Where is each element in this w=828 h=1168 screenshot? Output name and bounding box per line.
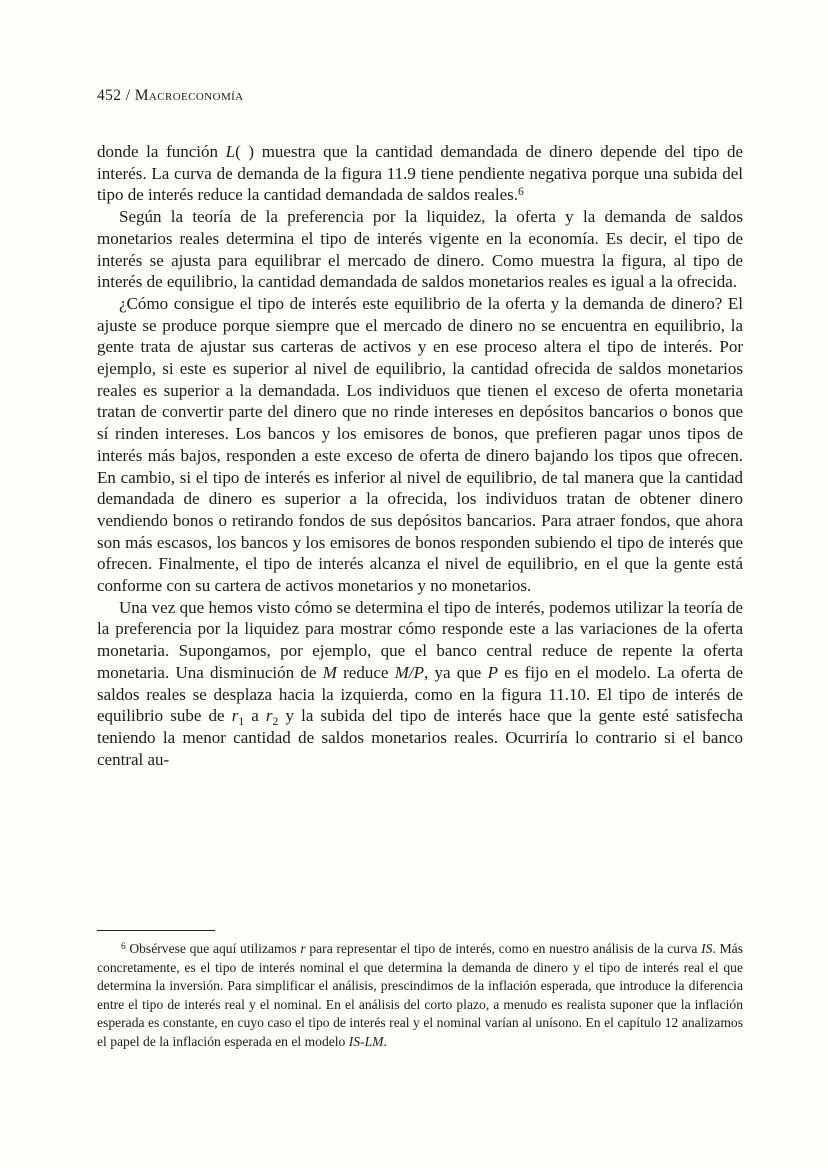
page-header: 452 / Macroeconomía (97, 87, 244, 104)
footnote-separator-rule (97, 930, 215, 931)
footnote-block (97, 930, 743, 1052)
body-paragraph-1: donde la función L( ) muestra que la cantidad demandada de dinero depende del tipo de interés. La curva de demanda de la figura 11.9 tiene pendiente negativa porque una subida del tipo de interés reduce la cantidad demandada de saldos reales.$^6$ (97, 142, 743, 205)
body-paragraph-4: Una vez que hemos visto cómo se determina el tipo de interés, podemos utilizar la teoría de la preferencia por la liquidez para mostrar cómo responde este a las variaciones de la oferta monetaria. Supongamos, por ejemplo, que el banco central reduce de repente la oferta monetaria. Una disminución de M reduce M/P, ya que P es fijo en el modelo. La oferta de saldos reales se desplaza hacia la izquierda, como en la figura 11.10. El tipo de interés de equilibrio sube de $r_1$ a $r_2$ y la subida del tipo de interés hace que la gente esté satisfecha teniendo la menor cantidad de saldos monetarios reales. Ocurriría lo contrario si el banco central au- (97, 597, 744, 769)
footnote-text: $^6$ Obsérvese que aquí utilizamos r para representar el tipo de interés, como en nuestro análisis de la curva IS. Más concretamente, es el tipo de interés nominal el que determina la demanda de dinero y el tipo de interés real el que determina la inversión. Para simplificar el análisis, prescindimos de la inflación esperada, que introduce la diferencia entre el tipo de interés real y el nominal. En el análisis del corto plazo, a menudo es realista suponer que la inflación esperada es constante, en cuyo caso el tipo de interés real y el nominal varían al unísono. En el capítulo 12 analizamos el papel de la inflación esperada en el modelo IS-LM. (97, 940, 743, 1049)
body-paragraph-3: ¿Cómo consigue el tipo de interés este equilibrio de la oferta y la demanda de dinero? El ajuste se produce porque siempre que el mercado de dinero no se encuentra en equilibrio, la gente trata de ajustar sus carteras de activos y en ese proceso altera el tipo de interés. Por ejemplo, si este es superior al nivel de equilibrio, la cantidad ofrecida de saldos monetarios reales es superior a la demandada. Los individuos que tienen el exceso de oferta monetaria tratan de convertir parte del dinero que no rinde intereses en depósitos bancarios o bonos que sí rinden intereses. Los bancos y los emisores de bonos, que prefieren pagar unos tipos de interés más bajos, responden a este exceso de oferta de dinero bajando los tipos que ofrecen. En cambio, si el tipo de interés es inferior al nivel de equilibrio, de tal manera que la cantidad demandada de dinero es superior a la ofrecida, los individuos tratan de obtener dinero vendiendo bonos o retirando fondos de sus depósitos bancarios. Para atraer fondos, que ahora son más escasos, los bancos y los emisores de bonos responden subiendo el tipo de interés que ofrecen. Finalmente, el tipo de interés alcanza el nivel de equilibrio, en el que la gente está conforme con su cartera de activos monetarios y no monetarios. (97, 293, 743, 596)
body-paragraph-2: Según la teoría de la preferencia por la liquidez, la oferta y la demanda de saldos monetarios reales determina el tipo de interés vigente en la economía. Es decir, el tipo de interés se ajusta para equilibrar el mercado de dinero. Como muestra la figura, al tipo de interés de equilibrio, la cantidad demandada de saldos monetarios reales es igual a la ofrecida. (97, 207, 743, 292)
body-text-block (97, 141, 743, 770)
